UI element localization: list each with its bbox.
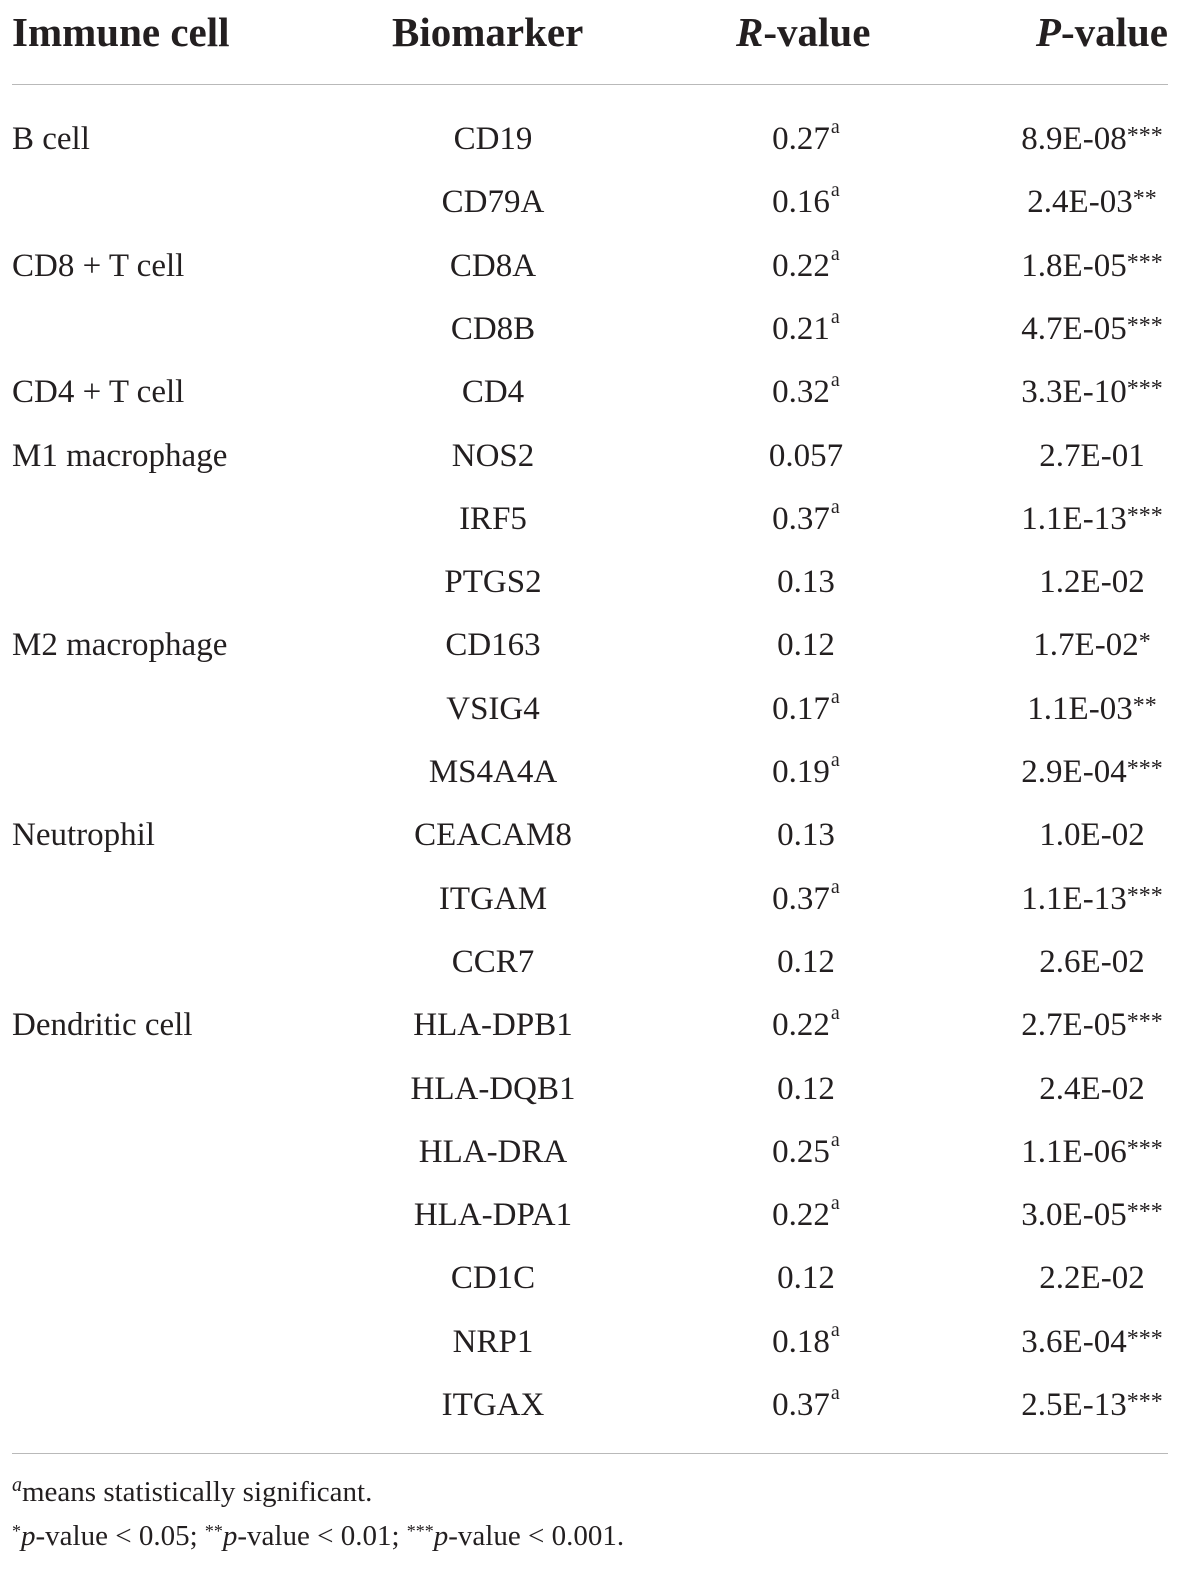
cell-r-value (706, 1258, 906, 1298)
p-value-number: 1.2E-02 (1039, 564, 1145, 601)
significance-mark: a (830, 685, 840, 708)
significance-mark: a (830, 749, 840, 771)
cell-r-value (706, 242, 906, 286)
footnote-threshold: -value < 0.01; (237, 1520, 407, 1552)
significance-mark: a (830, 495, 840, 518)
cell-immune-cell: M1 macrophage (12, 437, 228, 474)
results-table (12, 0, 1168, 1454)
table-row (12, 625, 1168, 688)
p-value-stars: *** (1126, 1009, 1163, 1036)
p-value-number: 3.3E-10 (1021, 374, 1127, 411)
cell-r-value (706, 495, 906, 539)
cell-p-value (972, 372, 1200, 415)
p-value-number: 4.7E-05 (1021, 310, 1127, 347)
r-value-number: 0.37 (772, 1387, 830, 1423)
footnote-text: means statistically significant. (22, 1476, 373, 1508)
table-row (12, 1069, 1168, 1132)
footnote-p-symbol: p (21, 1520, 36, 1552)
header-p-value (1036, 8, 1168, 56)
cell-p-value (972, 1385, 1200, 1428)
cell-r-value (706, 179, 906, 222)
cell-biomarker: NOS2 (451, 437, 535, 474)
p-value-number: 2.7E-01 (1039, 437, 1145, 474)
significance-mark: a (830, 875, 840, 898)
table-body (12, 85, 1168, 1454)
p-value-stars: *** (1126, 882, 1163, 909)
header-biomarker: Biomarker (392, 9, 584, 55)
r-value-number: 0.27 (772, 121, 830, 157)
cell-p-value (972, 1005, 1200, 1048)
table-row (12, 1192, 1168, 1258)
p-value-number: 1.0E-02 (1039, 817, 1145, 854)
r-value-number: 0.057 (768, 437, 844, 474)
cell-r-value (706, 749, 906, 792)
r-value-number: 0.25 (772, 1133, 830, 1170)
r-value-number: 0.22 (772, 1007, 830, 1044)
cell-r-value (706, 875, 906, 919)
significance-mark: a (830, 116, 840, 138)
footnote-significance (12, 1474, 372, 1513)
p-value-stars: ** (1132, 692, 1157, 719)
r-value-number: 0.12 (777, 943, 835, 980)
p-value-number: 3.0E-05 (1021, 1197, 1127, 1234)
cell-p-value (972, 689, 1200, 732)
table-row (12, 369, 1168, 435)
r-value-number: 0.21 (772, 310, 830, 347)
p-value-number: 1.1E-13 (1021, 500, 1127, 537)
cell-biomarker: HLA-DPB1 (413, 1007, 573, 1044)
p-value-number: 1.1E-06 (1021, 1133, 1127, 1170)
p-value-stars: *** (1126, 249, 1163, 276)
cell-p-value (972, 625, 1200, 668)
header-r-value-symbol: R (736, 9, 764, 55)
significance-mark: a (830, 1192, 840, 1215)
header-p-value-symbol: P (1035, 9, 1061, 55)
r-value-number: 0.32 (772, 374, 830, 411)
significance-mark: a (830, 242, 840, 265)
significance-mark: a (830, 1318, 840, 1341)
p-value-stars: * (1138, 629, 1151, 656)
cell-r-value (706, 815, 906, 855)
footnote-p-thresholds (12, 1518, 624, 1557)
p-value-number: 2.2E-02 (1039, 1260, 1145, 1297)
footnote-mark: a (12, 1474, 22, 1496)
header-immune-cell: Immune cell (12, 9, 230, 55)
p-value-number: 1.7E-02 (1033, 627, 1139, 664)
cell-immune-cell: CD4 + T cell (12, 374, 185, 411)
cell-biomarker: PTGS2 (444, 564, 542, 601)
cell-r-value (706, 1002, 906, 1045)
significance-mark: a (830, 369, 840, 392)
cell-r-value (706, 562, 906, 602)
cell-r-value (706, 625, 906, 665)
cell-r-value (706, 436, 906, 476)
significance-mark: a (830, 305, 840, 328)
r-value-number: 0.12 (777, 627, 835, 664)
table-row (12, 749, 1168, 815)
cell-immune-cell: Dendritic cell (12, 1007, 193, 1044)
table-row (12, 116, 1168, 182)
cell-p-value (972, 182, 1200, 225)
r-value-number: 0.13 (777, 564, 835, 601)
footnote-stars: * (12, 1521, 21, 1541)
p-value-number: 2.4E-02 (1039, 1070, 1145, 1107)
significance-mark: a (830, 1002, 840, 1025)
cell-immune-cell: Neutrophil (12, 817, 155, 854)
cell-r-value (706, 116, 906, 159)
cell-biomarker: CEACAM8 (414, 817, 572, 854)
cell-biomarker: CD163 (445, 627, 541, 664)
cell-p-value (972, 1195, 1200, 1238)
table-header (12, 0, 1168, 85)
table-row (12, 685, 1168, 752)
r-value-number: 0.37 (772, 880, 830, 917)
p-value-number: 8.9E-08 (1021, 121, 1127, 157)
table-row (12, 495, 1168, 562)
cell-p-value (972, 815, 1200, 855)
significance-mark: a (830, 1382, 840, 1404)
table-row (12, 1258, 1168, 1321)
p-value-number: 2.5E-13 (1021, 1387, 1127, 1423)
cell-biomarker: CD8B (450, 310, 536, 347)
table-row (12, 942, 1168, 1005)
p-value-number: 2.9E-04 (1021, 754, 1127, 790)
cell-immune-cell: M2 macrophage (12, 627, 228, 664)
r-value-number: 0.13 (777, 817, 835, 854)
cell-biomarker: ITGAX (441, 1387, 545, 1423)
cell-biomarker: CD79A (441, 184, 545, 221)
cell-immune-cell: CD8 + T cell (12, 247, 185, 284)
table-row (12, 1002, 1168, 1068)
cell-biomarker: CD4 (461, 374, 525, 411)
cell-biomarker: HLA-DRA (418, 1133, 568, 1170)
p-value-number: 2.4E-03 (1027, 184, 1133, 221)
cell-r-value (706, 1192, 906, 1235)
p-value-number: 3.6E-04 (1021, 1323, 1127, 1360)
p-value-number: 1.1E-13 (1021, 880, 1127, 917)
r-value-number: 0.16 (772, 184, 830, 221)
r-value-number: 0.12 (777, 1260, 835, 1297)
cell-p-value (972, 246, 1200, 289)
cell-biomarker: MS4A4A (428, 754, 558, 790)
cell-p-value (972, 309, 1200, 352)
significance-mark: a (830, 1128, 840, 1151)
header-p-value-suffix: -value (1060, 9, 1168, 55)
cell-immune-cell: B cell (12, 121, 90, 157)
r-value-number: 0.22 (772, 1197, 830, 1234)
cell-biomarker: HLA-DPA1 (413, 1197, 573, 1234)
cell-p-value (972, 119, 1200, 162)
cell-biomarker: IRF5 (459, 500, 527, 537)
p-value-stars: *** (1126, 1389, 1163, 1415)
cell-p-value (972, 1069, 1200, 1109)
cell-biomarker: VSIG4 (446, 690, 540, 727)
table-row (12, 436, 1168, 499)
p-value-number: 1.8E-05 (1021, 247, 1127, 284)
cell-p-value (972, 942, 1200, 982)
p-value-stars: *** (1126, 123, 1163, 149)
p-value-stars: ** (1132, 186, 1157, 213)
cell-p-value (972, 752, 1200, 795)
table-row (12, 1128, 1168, 1195)
cell-biomarker: CD8A (449, 247, 537, 284)
p-value-stars: *** (1126, 1135, 1163, 1162)
p-value-number: 1.1E-03 (1027, 690, 1133, 727)
cell-r-value (706, 305, 906, 349)
footnote-p-symbol: p (222, 1520, 238, 1552)
cell-r-value (706, 1128, 906, 1172)
cell-biomarker: ITGAM (438, 880, 548, 917)
table-row (12, 242, 1168, 309)
footnote-threshold: -value < 0.001. (448, 1520, 625, 1552)
p-value-stars: *** (1126, 1325, 1163, 1352)
table-row (12, 815, 1168, 878)
table-row (12, 875, 1168, 942)
cell-r-value (706, 1069, 906, 1109)
cell-p-value (972, 1258, 1200, 1298)
footnote-stars: ** (204, 1521, 223, 1541)
cell-p-value (972, 499, 1200, 542)
table-row (12, 305, 1168, 372)
p-value-number: 2.6E-02 (1039, 943, 1145, 980)
cell-biomarker: NRP1 (452, 1323, 534, 1360)
p-value-number: 2.7E-05 (1021, 1007, 1127, 1044)
cell-r-value (706, 942, 906, 982)
footnote-p-symbol: p (433, 1520, 449, 1552)
table-row (12, 1382, 1168, 1448)
r-value-number: 0.12 (777, 1070, 835, 1107)
r-value-number: 0.17 (772, 690, 830, 727)
cell-p-value (972, 1322, 1200, 1365)
significance-mark: a (830, 179, 840, 202)
r-value-number: 0.18 (772, 1323, 830, 1360)
p-value-stars: *** (1126, 502, 1163, 529)
footnote-stars: *** (406, 1521, 434, 1541)
p-value-stars: *** (1126, 376, 1163, 403)
table-row (12, 562, 1168, 625)
cell-p-value (972, 562, 1200, 602)
cell-p-value (972, 879, 1200, 922)
cell-r-value (706, 1382, 906, 1425)
cell-p-value (972, 436, 1200, 476)
cell-biomarker: CCR7 (451, 943, 535, 980)
table-row (12, 179, 1168, 245)
r-value-number: 0.19 (772, 754, 830, 790)
p-value-stars: *** (1126, 756, 1163, 782)
footnote-threshold: -value < 0.05; (35, 1520, 205, 1552)
cell-r-value (706, 1318, 906, 1362)
table-row (12, 1318, 1168, 1385)
header-r-value-suffix: -value (763, 9, 871, 55)
cell-biomarker: CD19 (453, 121, 533, 157)
cell-r-value (706, 685, 906, 729)
p-value-stars: *** (1126, 312, 1163, 339)
cell-biomarker: HLA-DQB1 (410, 1070, 576, 1107)
p-value-stars: *** (1126, 1199, 1163, 1226)
cell-biomarker: CD1C (450, 1260, 536, 1297)
r-value-number: 0.37 (772, 500, 830, 537)
header-r-value (736, 8, 870, 56)
r-value-number: 0.22 (772, 247, 830, 284)
cell-r-value (706, 369, 906, 412)
cell-p-value (972, 1132, 1200, 1175)
